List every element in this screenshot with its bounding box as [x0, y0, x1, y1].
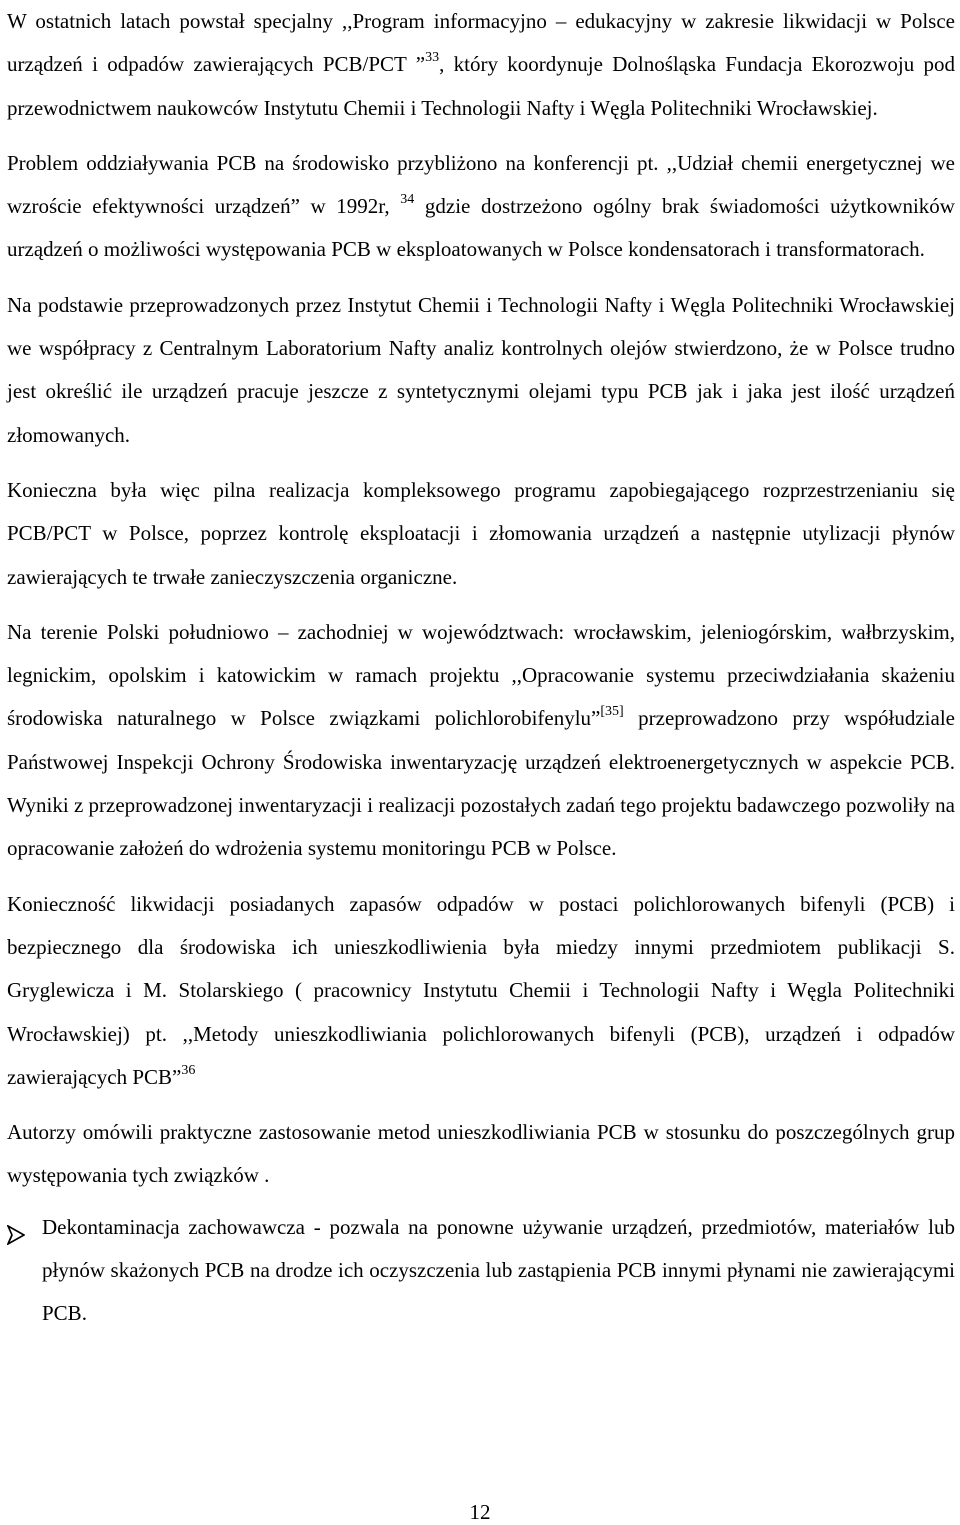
- paragraph-2-text-b: gdzie dostrzeżono ogólny brak świadomości użytkowników urządzeń o możliwości występowania PCB w eksploatowanych w Polsce kondensatorach i transformatorach.: [7, 194, 955, 262]
- paragraph-6-text: Konieczność likwidacji posiadanych zapasów odpadów w postaci polichlorowanych bifenyli (PCB) i bezpiecznego dla środowiska ich unieszkodliwienia była miedzy innymi przedmiotem publikacji S. Gryglewicza i M. Stolarskiego ( pracownicy Instytutu Chemii i Technologii Nafty i Węgla Politechniki Wrocławskiej) pt. ,,Metody unieszkodliwiania polichlorowanych bifenyli (PCB), urządzeń i odpadów zawierających PCB”: [7, 891, 955, 1089]
- paragraph-3-text: Na podstawie przeprowadzonych przez Instytut Chemii i Technologii Nafty i Węgla Politechniki Wrocławskiej we współpracy z Centralnym Laboratorium Nafty analiz kontrolnych olejów stwierdzono, że w Polsce trudno jest określić ile urządzeń pracuje jeszcze z syntetycznymi olejami typu PCB jak i jaka jest ilość urządzeń złomowanych.: [7, 292, 955, 447]
- paragraph-7: [7, 1111, 955, 1198]
- paragraph-6: [7, 883, 955, 1099]
- paragraph-5: [7, 611, 955, 871]
- footnote-ref-36: 36: [181, 1062, 196, 1078]
- footnote-ref-33: 33: [425, 50, 440, 66]
- paragraph-7-text: Autorzy omówili praktyczne zastosowanie metod unieszkodliwiania PCB w stosunku do poszczególnych grup występowania tych związków .: [7, 1120, 955, 1188]
- paragraph-1: [7, 0, 955, 130]
- paragraph-1-text-a: W ostatnich latach powstał specjalny ,,Program informacyjno – edukacyjny w zakresie likwidacji w Polsce urządzeń i odpadów zawierających PCB/PCT ”: [7, 9, 955, 77]
- paragraph-2-text-a: Problem oddziaływania PCB na środowisko przybliżono na konferencji pt. ,,Udział chemii energetycznej we wzroście efektywności urządzeń” w 1992r,: [7, 150, 955, 219]
- list-item: [7, 1206, 955, 1336]
- footnote-ref-34: 34: [400, 192, 415, 208]
- arrowhead-bullet-icon: [7, 1217, 25, 1237]
- list-item-text: Dekontaminacja zachowawcza - pozwala na ponowne używanie urządzeń, przedmiotów, materiałów lub płynów skażonych PCB na drodze ich oczyszczenia lub zastąpienia PCB innymi płynami nie zawierającymi PCB.: [42, 1214, 955, 1326]
- paragraph-5-text-b: przeprowadzono przy współudziale Państwowej Inspekcji Ochrony Środowiska inwentaryzację urządzeń elektroenergetycznych w aspekcie PCB. Wyniki z przeprowadzonej inwentaryzacji i realizacji pozostałych zadań tego projektu badawczego pozwoliły na opracowanie założeń do wdrożenia systemu monitoringu PCB w Polsce.: [7, 706, 955, 861]
- bullet-list: [7, 1206, 955, 1336]
- paragraph-1-text-b: , który koordynuje Dolnośląska Fundacja Ekorozwoju pod przewodnictwem naukowców Instytutu Chemii i Technologii Nafty i Węgla Politechniki Wrocławskiej.: [7, 52, 956, 120]
- paragraph-3: [7, 284, 955, 457]
- page-number: 12: [469, 1500, 491, 1524]
- footnote-ref-35: [35]: [600, 704, 624, 720]
- document-page: [7, 0, 955, 1336]
- paragraph-2: [7, 142, 955, 272]
- paragraph-5-text-a: Na terenie Polski południowo – zachodniej w województwach: wrocławskim, jeleniogórskim, wałbrzyskim, legnickim, opolskim i katowickim w ramach projektu ,,Opracowanie systemu przeciwdziałania skażeniu środowiska naturalnego w Polsce związkami polichlorobifenylu”: [7, 619, 955, 731]
- paragraph-4: [7, 469, 955, 599]
- paragraph-4-text: Konieczna była więc pilna realizacja kompleksowego programu zapobiegającego rozprzestrzenianiu się PCB/PCT w Polsce, poprzez kontrolę eksploatacji i złomowania urządzeń a następnie utylizacji płynów zawierających te trwałe zanieczyszczenia organiczne.: [7, 477, 955, 589]
